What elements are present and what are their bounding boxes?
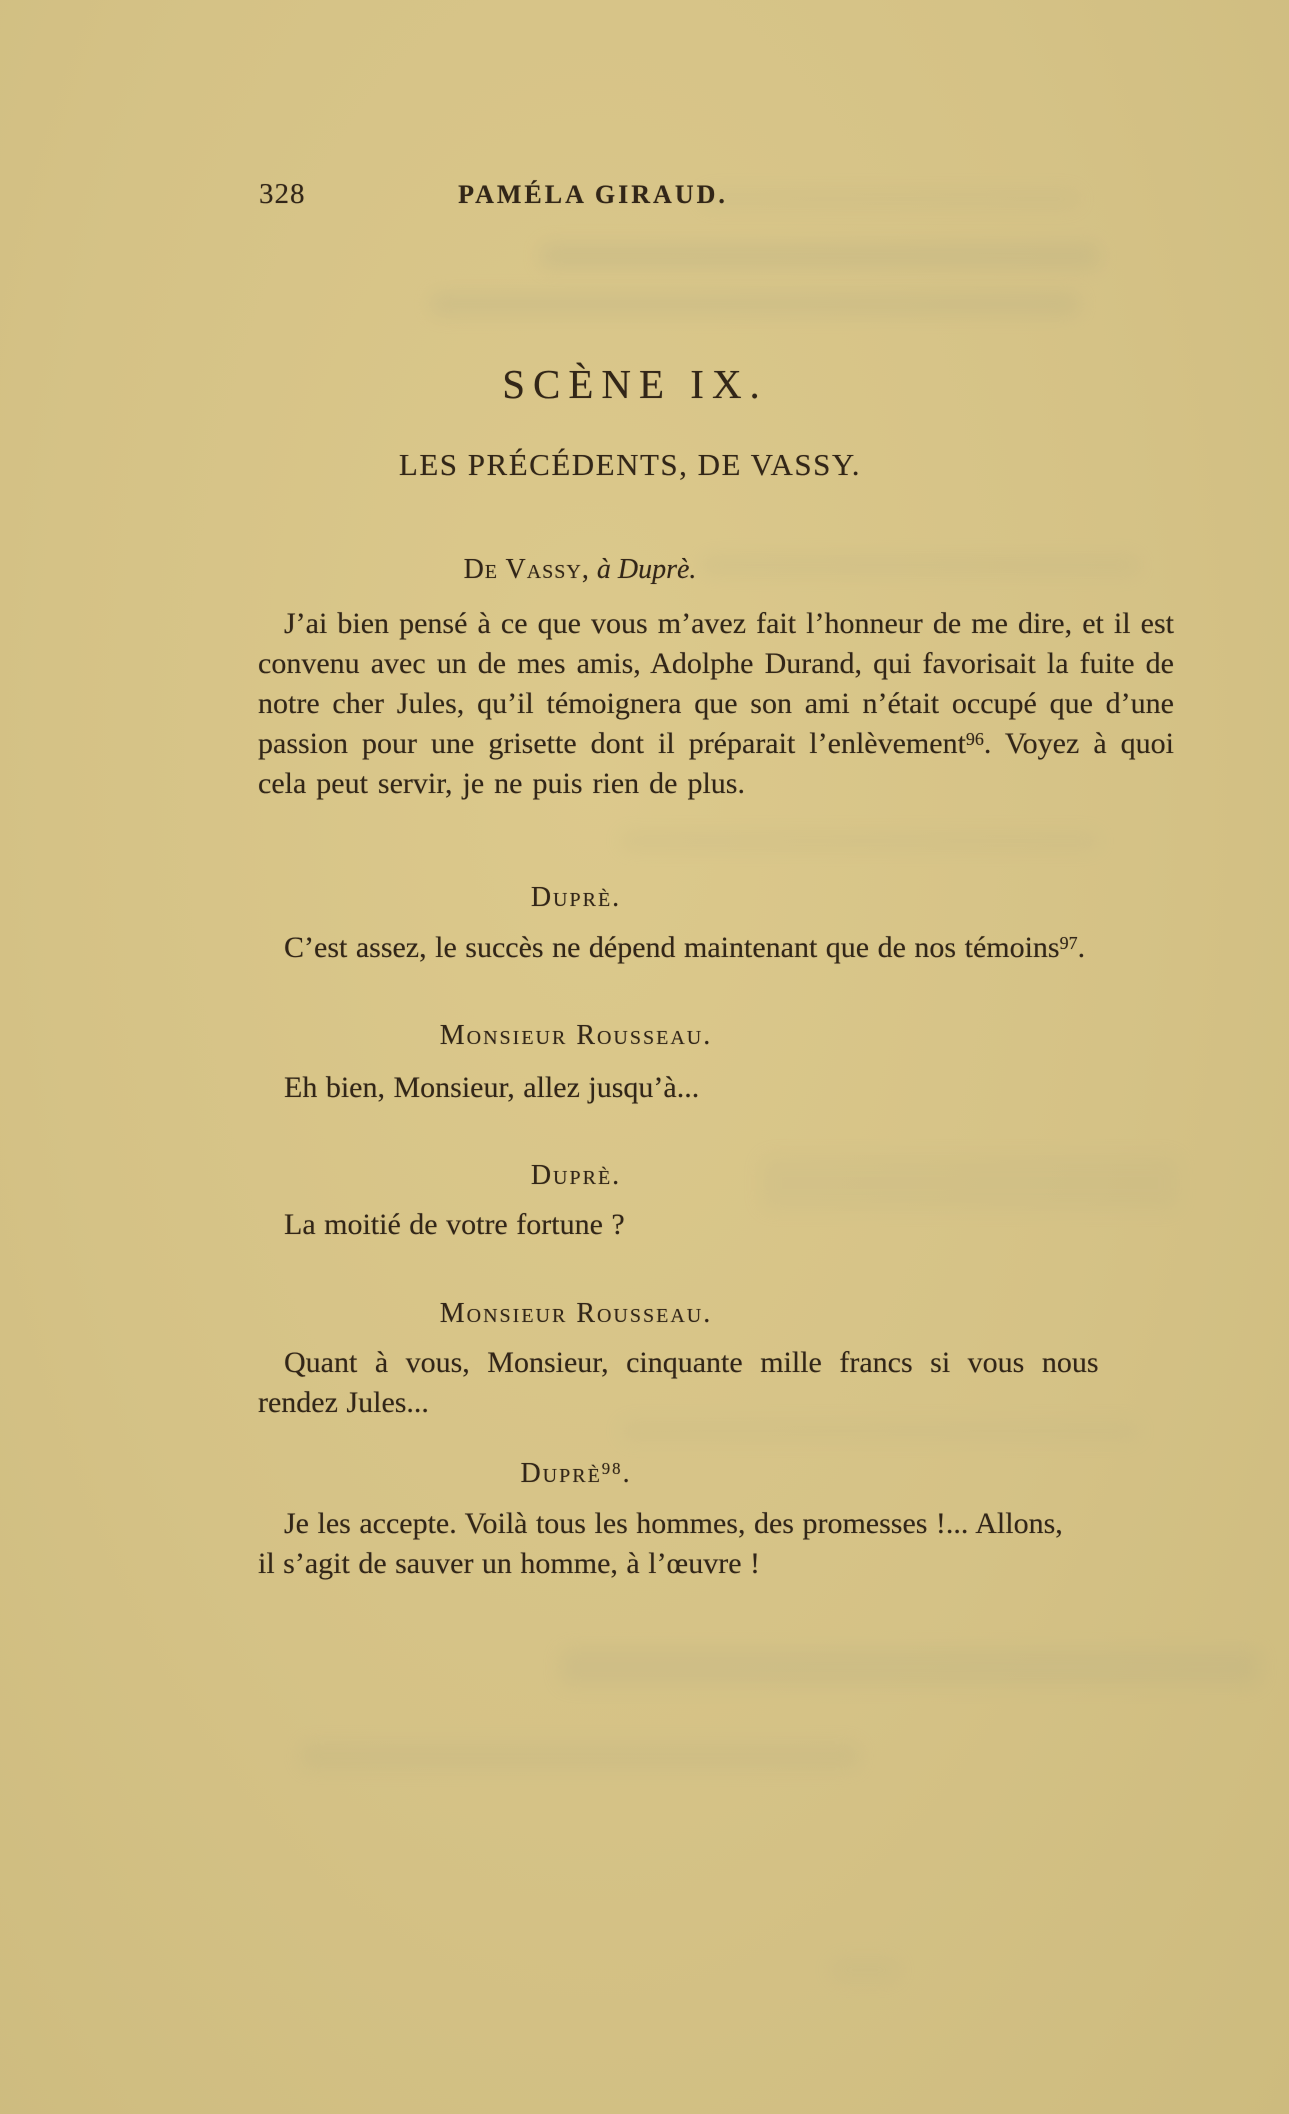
show-through-artifact	[560, 1648, 1260, 1686]
speech-rousseau: Eh bien, Monsieur, allez jusqu’à...	[284, 1071, 700, 1104]
show-through-artifact	[830, 1958, 900, 1982]
speech-text: Je les accepte. Voilà tous les hommes, des promesses !... Allons,	[284, 1507, 1063, 1540]
show-through-artifact	[620, 1420, 1140, 1442]
speaker-period: .	[622, 1458, 632, 1489]
speech-rousseau	[258, 1343, 1174, 1423]
speech-text: C’est assez, le succès ne dépend maintenant que de nos témoins	[284, 931, 1060, 964]
show-through-artifact	[300, 1742, 860, 1770]
speech-dupre: La moitié de votre fortune ?	[284, 1208, 625, 1241]
speech-text: . Voyez à quoi cela peut servir, je ne puis rien de plus.	[258, 727, 1174, 800]
speaker-heading-rousseau: Monsieur Rousseau.	[439, 1298, 713, 1329]
show-through-artifact	[430, 292, 1080, 316]
page-number: 328	[259, 178, 306, 210]
running-title: PAMÉLA GIRAUD.	[458, 180, 728, 209]
stage-direction-speaker: De Vassy,	[463, 554, 590, 585]
speech-text: rendez Jules...	[258, 1386, 429, 1419]
speaker-heading-dupre	[0, 1460, 1152, 1488]
speech-de-vassy	[258, 604, 1174, 804]
footnote-ref-97: 97	[1059, 932, 1078, 953]
speaker-name: Duprè	[520, 1458, 602, 1489]
show-through-artifact	[540, 243, 1100, 269]
speech-text: J’ai bien pensé à ce que vous m’avez fait l’honneur de me dire, et il est convenu avec un de mes amis, Adolphe Durand, qui favorisait la fuite de notre cher Jules, qu’il témoignera que son ami n’était occupé que d’une passion pour une grisette dont il préparait l’enlèvement	[258, 607, 1174, 760]
running-head	[257, 178, 1183, 214]
speaker-heading-dupre: Duprè.	[530, 1160, 622, 1191]
speech-text: il s’agit de sauver un homme, à l’œuvre !	[258, 1547, 761, 1580]
speech-text: Quant à vous, Monsieur, cinquante mille francs si vous nous	[284, 1346, 1099, 1379]
speech-dupre	[258, 1504, 1174, 1584]
footnote-ref-98: 98	[601, 1459, 623, 1479]
speaker-heading-dupre: Duprè.	[530, 882, 622, 913]
scene-characters-line: LES PRÉCÉDENTS, DE VASSY.	[398, 447, 862, 482]
speaker-heading-rousseau: Monsieur Rousseau.	[439, 1020, 713, 1051]
show-through-artifact	[620, 832, 1100, 850]
speech-text: .	[1077, 931, 1086, 964]
scene-heading: SCÈNE IX.	[502, 361, 768, 407]
footnote-ref-96: 96	[965, 728, 984, 749]
stage-direction	[0, 556, 1160, 584]
stage-direction-note: à Duprè.	[596, 554, 697, 585]
speech-dupre	[258, 928, 1174, 968]
